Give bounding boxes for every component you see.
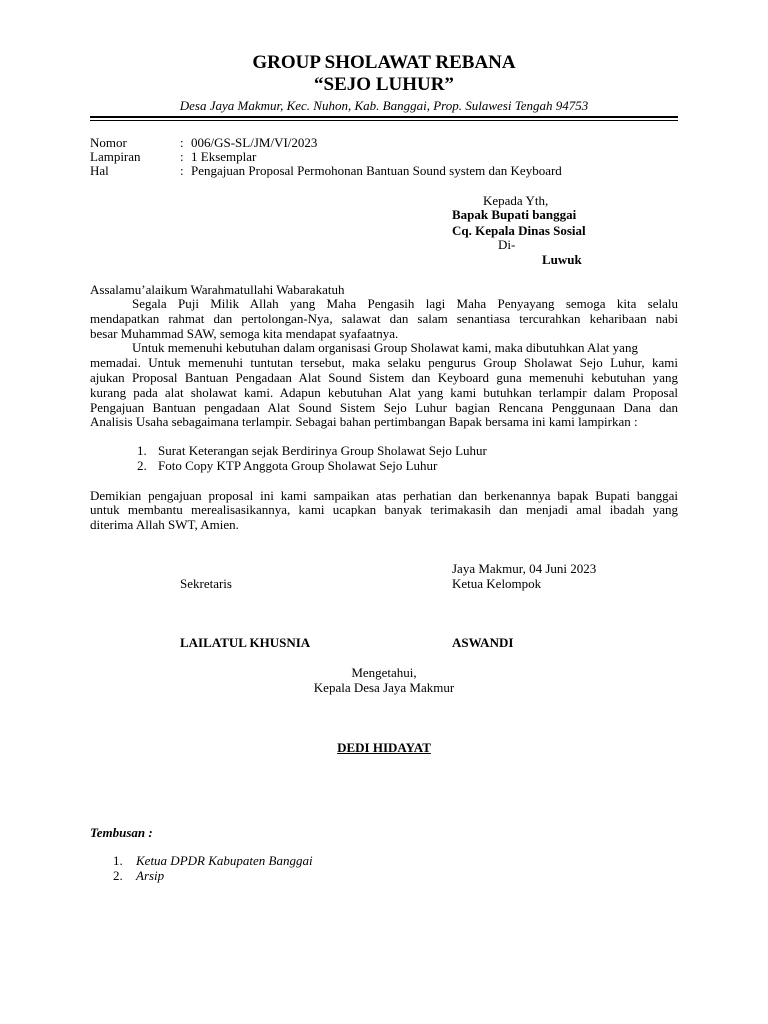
recipient-line5: Luwuk xyxy=(542,252,582,267)
recipient-line3: Cq. Kepala Dinas Sosial xyxy=(452,223,586,238)
letterhead-rule-thin xyxy=(90,120,678,121)
lampiran-value: 1 Eksemplar xyxy=(191,149,257,164)
village-head-role: Kepala Desa Jaya Makmur xyxy=(313,680,455,695)
tembusan-num-1: 1. xyxy=(113,853,123,868)
tembusan-item-2: Arsip xyxy=(136,868,165,883)
tembusan-label: Tembusan : xyxy=(90,825,153,840)
left-signer-name: LAILATUL KHUSNIA xyxy=(180,635,311,650)
lampiran-label: Lampiran xyxy=(90,149,141,164)
nomor-value: 006/GS-SL/JM/VI/2023 xyxy=(191,135,318,150)
attachment-item-2: Foto Copy KTP Anggota Group Sholawat Sejo Luhur xyxy=(158,458,438,473)
lampiran-separator: : xyxy=(180,149,184,164)
closing-line1: Demikian pengajuan proposal ini kami sampaikan atas perhatian dan berkenannya bapak Bupati banggai xyxy=(90,488,678,503)
hal-label: Hal xyxy=(90,163,109,178)
para1-line1-text: Segala Puji Milik Allah yang Maha Pengasih lagi Maha Penyayang semoga kita selalu xyxy=(132,296,678,311)
right-signer-role: Ketua Kelompok xyxy=(452,576,542,591)
attachment-num-1: 1. xyxy=(137,443,147,458)
letterhead-rule-thick xyxy=(90,116,678,118)
recipient-line2: Bapak Bupati banggai xyxy=(452,207,577,222)
nomor-separator: : xyxy=(180,135,184,150)
para2-line2: memadai. Untuk memenuhi tuntutan tersebut, maka selaku pengurus Group Sholawat Sejo Luhur, kami xyxy=(90,355,678,370)
para1-line3: besar Muhammad SAW, semoga kita mendapat syafaatnya. xyxy=(90,326,399,341)
nomor-label: Nomor xyxy=(90,135,127,150)
para1-line2: mendapatkan rahmat dan pertolongan-Nya, salawat dan salam senantiasa tercurahkan keharibaan nabi xyxy=(90,311,678,326)
para2-line5: Pengajuan Bantuan pengadaan Alat Sound Sistem Sejo Luhur bagian Rencana Penggunaan Dana dan xyxy=(90,400,678,415)
right-signer-name: ASWANDI xyxy=(452,635,514,650)
hal-separator: : xyxy=(180,163,184,178)
letterhead-title-line1: GROUP SHOLAWAT REBANA xyxy=(252,52,516,73)
para2-line3: ajukan Proposal Bantuan Pengadaan Alat Sound Sistem dan Keyboard guna memenuhi kebutuhan yang xyxy=(90,370,678,385)
para2-line1: Untuk memenuhi kebutuhan dalam organisasi Group Sholawat kami, maka dibutuhkan Alat yang xyxy=(132,340,638,355)
tembusan-item-1: Ketua DPDR Kabupaten Banggai xyxy=(136,853,313,868)
greeting: Assalamu’alaikum Warahmatullahi Wabarakatuh xyxy=(90,282,345,297)
hal-value: Pengajuan Proposal Permohonan Bantuan Sound system dan Keyboard xyxy=(191,163,562,178)
attachment-item-1: Surat Keterangan sejak Berdirinya Group Sholawat Sejo Luhur xyxy=(158,443,487,458)
acknowledge-label: Mengetahui, xyxy=(351,665,417,680)
place-date: Jaya Makmur, 04 Juni 2023 xyxy=(452,561,597,576)
para2-line6: Analisis Usaha sebagaimana terlampir. Sebagai bahan pertimbangan Bapak bersama ini kami lampirkan : xyxy=(90,414,638,429)
para2-line4: kurang pada alat sholawat kami. Adapun kebutuhan Alat yang kami butuhkan terlampir dalam Proposal xyxy=(90,385,678,400)
letterhead-address: Desa Jaya Makmur, Kec. Nuhon, Kab. Banggai, Prop. Sulawesi Tengah 94753 xyxy=(179,98,589,113)
para1-line1 xyxy=(90,296,678,311)
attachment-num-2: 2. xyxy=(137,458,147,473)
village-head-name-wrap xyxy=(0,740,768,755)
recipient-line4: Di- xyxy=(498,237,516,252)
village-head-name: DEDI HIDAYAT xyxy=(337,740,431,755)
tembusan-num-2: 2. xyxy=(113,868,123,883)
letterhead-title-line2: “SEJO LUHUR” xyxy=(314,74,454,95)
closing-line2: untuk membantu merealisasikannya, kami ucapkan banyak terimakasih dan menjadi amal ibadah yang xyxy=(90,502,678,517)
recipient-line1: Kepada Yth, xyxy=(483,193,549,208)
closing-line3: diterima Allah SWT, Amien. xyxy=(90,517,239,532)
left-signer-role: Sekretaris xyxy=(180,576,232,591)
